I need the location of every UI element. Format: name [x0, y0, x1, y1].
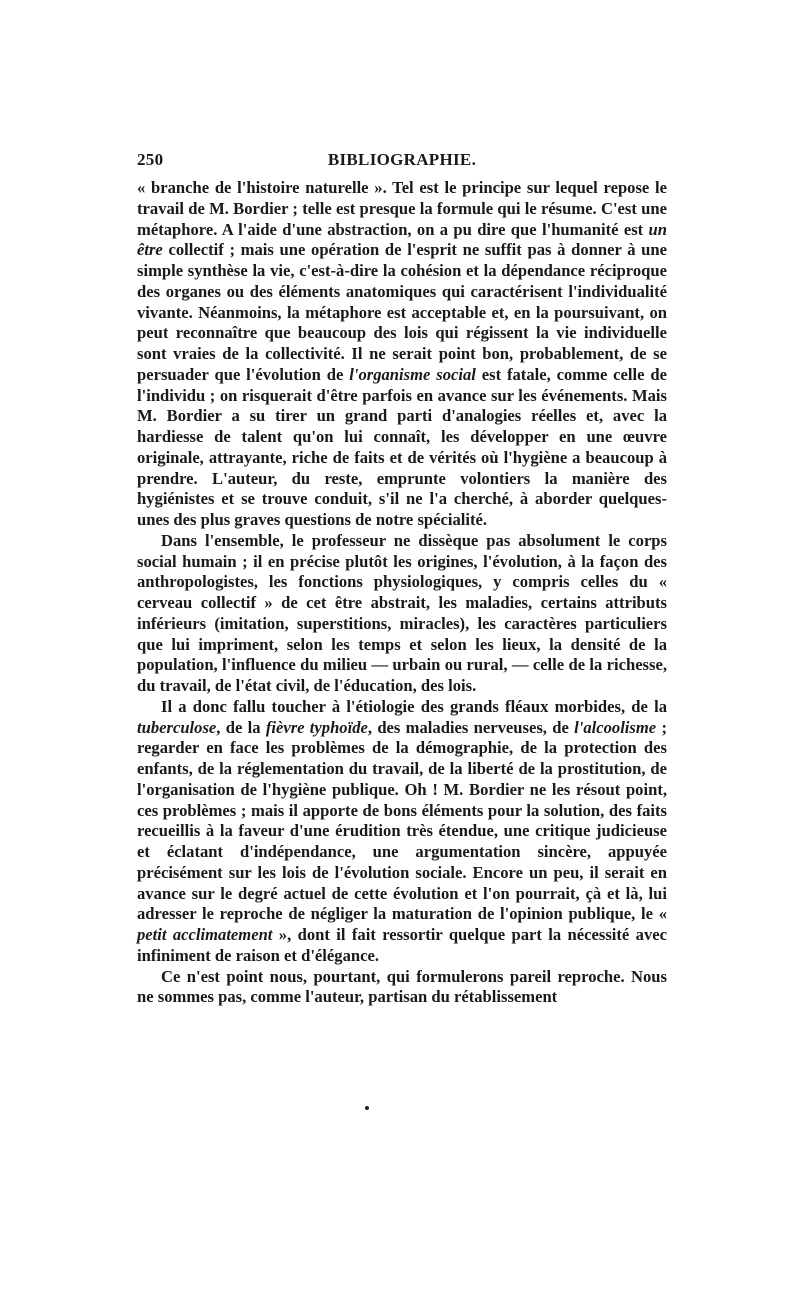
text-run: Ce n'est point nous, pourtant, qui formulerons pareil reproche. Nous ne sommes pas, comme l'auteur, partisan du rétablissement [137, 966, 667, 1007]
text-run: « branche de l'histoire naturelle ». Tel est le principe sur lequel repose le travail de M. Bordier ; telle est presque la formule qui le résume. C'est une métaphore. A l'aide d'une abstraction, on a pu dire que l'humanité est [137, 178, 667, 239]
text-run: , de la [216, 717, 266, 737]
page-header [137, 150, 667, 178]
text-run: », dont il fait ressortir quelque part la nécessité avec infiniment de raison et d'élégance. [137, 925, 667, 965]
printer-mark [365, 1106, 369, 1110]
text-run: est fatale, comme celle de l'individu ; on risquerait d'être parfois en avance sur les événements. Mais M. Bordier a su tirer un grand parti d'analogies réelles et, avec la hardiesse de talent qu'on lui connaît, les développer en une œuvre originale, attrayante, riche de faits et de vérités où l'hygiène a beaucoup à prendre. L'auteur, du reste, emprunte volontiers la manière des hygiénistes et se trouve conduit, s'il ne l'a cherché, à aborder quelques-unes des plus graves questions de notre spécialité. [137, 364, 667, 529]
paragraph-2 [137, 531, 667, 697]
italic-phrase: petit acclimatement [137, 925, 273, 944]
text-run: , des maladies nerveuses, de [367, 717, 575, 737]
text-run: ; regarder en face les problèmes de la démographie, de la protection des enfants, de la réglementation du travail, de la liberté de la prostitution, de l'organisation de l'hygiène publique. Oh ! M. Bordier ne les résout point, ces problèmes ; mais il apporte de bons éléments pour la solution, des faits recueillis à la faveur d'une érudition très étendue, une critique judicieuse et éclatant d'indépendance, une argumentation sincère, appuyée précisément sur les lois de l'évolution sociale. Encore un peu, il serait en avance sur le degré actuel de cette évolution et l'on pourrait, çà et là, lui adresser le reproche de négliger la maturation de l'opinion publique, le « [137, 717, 667, 924]
page-number: 250 [137, 150, 164, 169]
paragraph-3 [137, 697, 667, 967]
italic-phrase: un être [137, 219, 667, 260]
body-text [137, 178, 667, 1008]
running-title: BIBLIOGRAPHIE. [327, 150, 477, 169]
text-run: Dans l'ensemble, le professeur ne dissèque pas absolument le corps social humain ; il en précise plutôt les origines, l'évolution, à la façon des anthropologistes, les fonctions physiologiques, y compris celles du « cerveau collectif » de cet être abstrait, les maladies, certains attributs inférieurs (imitation, superstitions, miracles), les caractères particuliers que lui impriment, selon les temps et selon les lieux, la densité de la population, l'influence du milieu — urbain ou rural, — celle de la richesse, du travail, de l'état civil, de l'éducation, des lois. [137, 530, 667, 695]
italic-phrase: fièvre typhoïde [265, 717, 368, 737]
text-run: Il a donc fallu toucher à l'étiologie des grands fléaux morbides, de la [161, 696, 667, 716]
italic-phrase: l'organisme social [349, 364, 476, 384]
text-run: collectif ; mais une opération de l'esprit ne suffit pas à donner à une simple synthèse la vie, c'est-à-dire la cohésion et la dépendance réciproque des organes ou des éléments anatomiques qui caractérisent l'individualité vivante. Néanmoins, la métaphore est acceptable et, en la poursuivant, on peut reconnaître que beaucoup des lois qui régissent la vie individuelle sont vraies de la collectivité. Il ne serait point bon, probablement, de se persuader que l'évolution de [137, 240, 667, 384]
italic-phrase: tuberculose [137, 717, 217, 737]
paragraph-4 [137, 967, 667, 1009]
italic-phrase: l'alcoolisme [574, 717, 657, 737]
paragraph-1 [137, 178, 667, 531]
book-page [137, 150, 667, 1008]
